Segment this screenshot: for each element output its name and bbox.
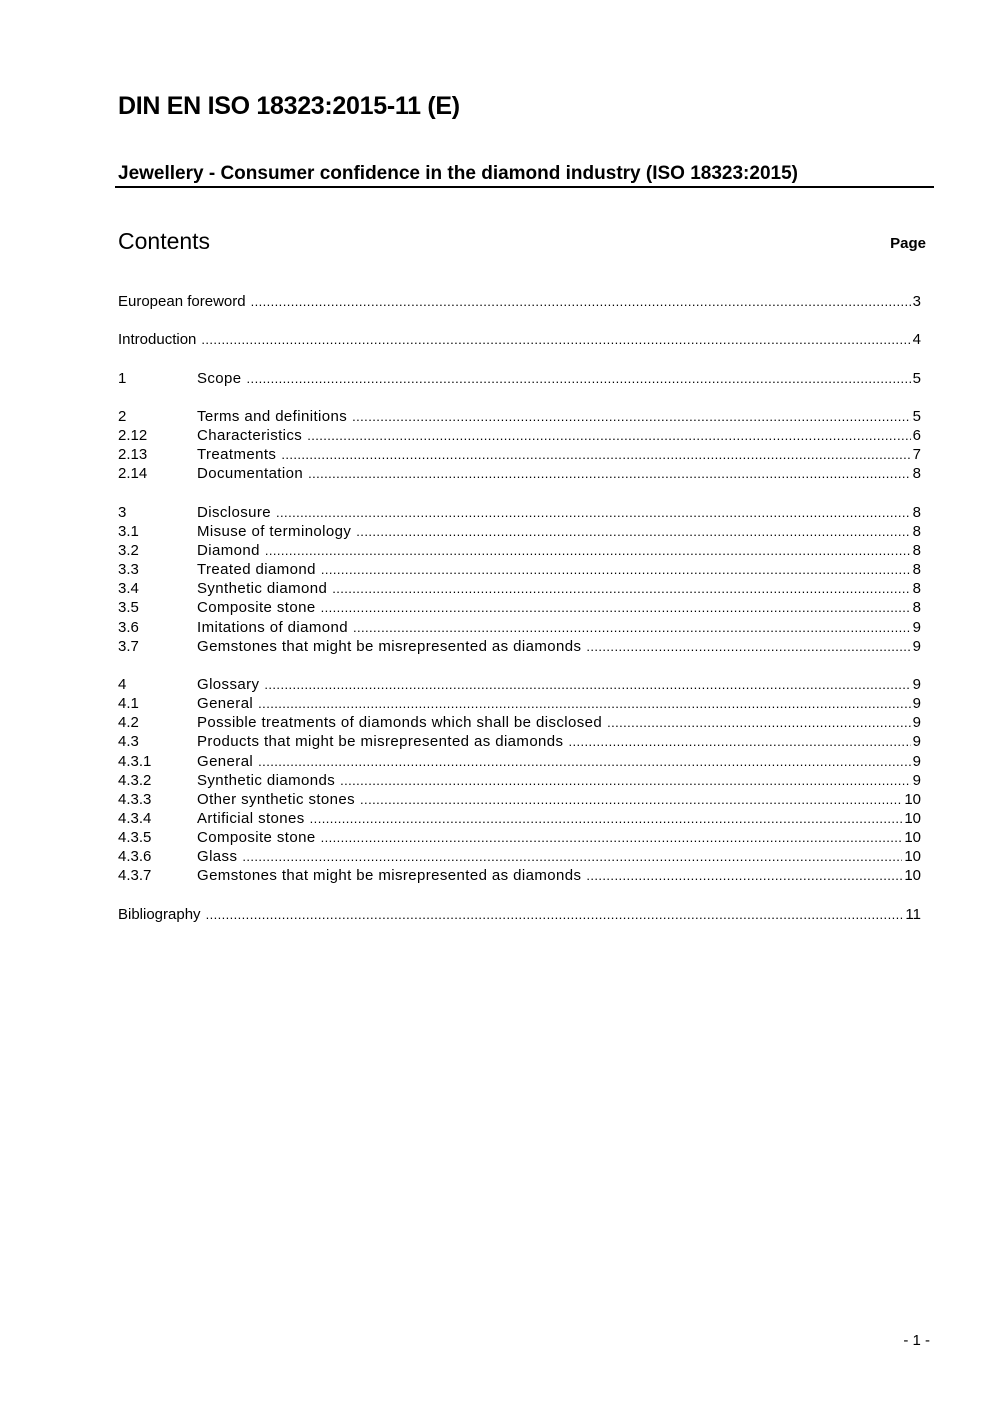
toc-entry-page: 10: [904, 867, 921, 885]
toc-leader-dots: [307, 426, 910, 445]
toc-leader-dots: [321, 560, 911, 579]
toc-entry-page: 8: [912, 522, 921, 540]
toc-entry[interactable]: [118, 828, 921, 847]
toc-entry[interactable]: [118, 790, 921, 809]
toc-entry[interactable]: [118, 809, 921, 828]
toc-entry-page: 7: [912, 446, 921, 464]
toc-entry-number: 4.2: [118, 714, 139, 732]
toc-entry-page: 8: [912, 465, 921, 483]
toc-entry[interactable]: [118, 847, 921, 866]
toc-entry-page: 8: [912, 503, 921, 521]
toc-leader-dots: [258, 694, 910, 713]
toc-leader-dots: [247, 369, 911, 388]
toc-leader-dots: [340, 771, 911, 790]
toc-leader-dots: [242, 847, 902, 866]
toc-leader-dots: [281, 445, 910, 464]
toc-entry-title: Products that might be misrepresented as diamonds: [197, 733, 564, 751]
toc-entry-number: 4.3.6: [118, 848, 152, 866]
page-column-label: Page: [890, 235, 926, 252]
toc-leader-dots: [568, 732, 910, 751]
toc-entry-number: 2: [118, 407, 127, 425]
toc-entry[interactable]: [118, 637, 921, 656]
toc-leader-dots: [308, 464, 911, 483]
toc-entry-page: 4: [912, 331, 921, 349]
toc-leader-dots: [201, 330, 910, 349]
toc-entry-page: 8: [912, 599, 921, 617]
toc-entry-page: 8: [912, 580, 921, 598]
toc-entry-title: Disclosure: [197, 503, 272, 521]
toc-entry-page: 8: [912, 541, 921, 559]
toc-entry-number: 4.3.3: [118, 790, 152, 808]
toc-entry-title: General: [197, 695, 254, 713]
toc-entry-title: Introduction: [118, 331, 197, 349]
toc-entry[interactable]: [118, 771, 921, 790]
toc-entry[interactable]: [118, 426, 921, 445]
toc-entry-title: Treated diamond: [197, 561, 316, 579]
toc-entry[interactable]: [118, 464, 921, 483]
toc-entry-number: 2.14: [118, 465, 148, 483]
toc-entry-page: 9: [912, 618, 921, 636]
toc-entry-page: 8: [912, 561, 921, 579]
toc-entry[interactable]: [118, 407, 921, 426]
toc-entry-title: Glass: [197, 848, 238, 866]
toc-entry-title: Treatments: [197, 446, 277, 464]
toc-entry[interactable]: [118, 617, 921, 636]
toc-entry[interactable]: [118, 694, 921, 713]
toc-entry-title: Terms and definitions: [197, 407, 348, 425]
toc-entry-page: 9: [912, 771, 921, 789]
toc-entry[interactable]: [118, 330, 921, 349]
toc-entry[interactable]: [118, 905, 921, 924]
toc-entry-number: 4.3.4: [118, 809, 152, 827]
toc-leader-dots: [352, 407, 911, 426]
toc-entry-page: 10: [904, 809, 921, 827]
toc-entry-number: 2.12: [118, 427, 148, 445]
toc-entry-title: Other synthetic stones: [197, 790, 356, 808]
toc-entry-title: Gemstones that might be misrepresented as diamonds: [197, 637, 582, 655]
toc-entry[interactable]: [118, 522, 921, 541]
toc-entry-number: 4.1: [118, 695, 139, 713]
toc-entry-number: 4: [118, 675, 127, 693]
toc-entry-page: 6: [912, 427, 921, 445]
toc-leader-dots: [586, 637, 910, 656]
toc-entry[interactable]: [118, 732, 921, 751]
toc-entry-page: 9: [912, 675, 921, 693]
toc-entry-number: 4.3.2: [118, 771, 152, 789]
toc-leader-dots: [276, 503, 911, 522]
toc-entry-number: 3.3: [118, 561, 139, 579]
toc-entry-title: Synthetic diamonds: [197, 771, 336, 789]
toc-entry-page: 9: [912, 637, 921, 655]
toc-entry-page: 5: [912, 369, 921, 387]
toc-entry-title: Glossary: [197, 675, 260, 693]
toc-entry-number: 3.6: [118, 618, 139, 636]
toc-entry-page: 3: [912, 293, 921, 311]
toc-entry-title: Misuse of terminology: [197, 522, 352, 540]
toc-leader-dots: [258, 752, 910, 771]
toc-entry-number: 4.3.5: [118, 829, 152, 847]
toc-entry-number: 4.3.7: [118, 867, 152, 885]
toc-entry-title: Diamond: [197, 541, 260, 559]
toc-entry-title: Gemstones that might be misrepresented as diamonds: [197, 867, 582, 885]
toc-entry-number: 3: [118, 503, 127, 521]
toc-entry-page: 9: [912, 695, 921, 713]
document-subtitle: Jewellery - Consumer confidence in the diamond industry (ISO 18323:2015): [118, 163, 798, 184]
toc-entry[interactable]: [118, 560, 921, 579]
toc-entry-page: 10: [904, 829, 921, 847]
toc-entry[interactable]: [118, 292, 921, 311]
toc-entry[interactable]: [118, 675, 921, 694]
page-number: - 1 -: [903, 1332, 930, 1349]
toc-leader-dots: [264, 675, 910, 694]
toc-entry-number: 2.13: [118, 446, 148, 464]
toc-entry[interactable]: [118, 503, 921, 522]
toc-entry-title: European foreword: [118, 293, 246, 311]
toc-entry-page: 11: [905, 905, 921, 923]
contents-heading: Contents: [118, 228, 211, 254]
toc-entry-number: 1: [118, 369, 127, 387]
table-of-contents: [118, 292, 921, 924]
toc-entry-number: 4.3.1: [118, 752, 152, 770]
title-divider: [115, 186, 934, 188]
toc-entry[interactable]: [118, 579, 921, 598]
toc-leader-dots: [353, 618, 911, 637]
toc-entry-number: 3.2: [118, 541, 139, 559]
toc-leader-dots: [360, 790, 902, 809]
toc-entry-page: 10: [904, 790, 921, 808]
toc-entry-page: 9: [912, 752, 921, 770]
toc-leader-dots: [321, 828, 903, 847]
toc-leader-dots: [321, 598, 911, 617]
toc-leader-dots: [310, 809, 903, 828]
toc-entry[interactable]: [118, 369, 921, 388]
toc-entry-page: 9: [912, 733, 921, 751]
toc-entry-title: Composite stone: [197, 599, 316, 617]
toc-leader-dots: [332, 579, 910, 598]
toc-entry-title: Synthetic diamond: [197, 580, 328, 598]
toc-leader-dots: [265, 541, 911, 560]
toc-entry-page: 5: [912, 407, 921, 425]
toc-entry-title: General: [197, 752, 254, 770]
toc-entry-title: Scope: [197, 369, 242, 387]
toc-entry-number: 3.5: [118, 599, 139, 617]
toc-entry-number: 4.3: [118, 733, 139, 751]
toc-entry[interactable]: [118, 445, 921, 464]
toc-entry-title: Artificial stones: [197, 809, 305, 827]
toc-entry-page: 9: [912, 714, 921, 732]
toc-entry[interactable]: [118, 713, 921, 732]
toc-entry-title: Documentation: [197, 465, 304, 483]
toc-entry-title: Characteristics: [197, 427, 303, 445]
toc-leader-dots: [206, 905, 904, 924]
toc-leader-dots: [251, 292, 911, 311]
toc-leader-dots: [586, 866, 902, 885]
toc-entry[interactable]: [118, 598, 921, 617]
toc-entry-title: Imitations of diamond: [197, 618, 348, 636]
toc-entry-title: Composite stone: [197, 829, 316, 847]
toc-leader-dots: [607, 713, 911, 732]
toc-entry-number: 3.1: [118, 522, 139, 540]
toc-leader-dots: [356, 522, 910, 541]
toc-entry[interactable]: [118, 866, 921, 885]
toc-entry[interactable]: [118, 751, 921, 770]
toc-entry-title: Bibliography: [118, 905, 201, 923]
toc-entry-page: 10: [904, 848, 921, 866]
document-id: DIN EN ISO 18323:2015-11 (E): [118, 92, 460, 120]
toc-entry[interactable]: [118, 541, 921, 560]
toc-entry-number: 3.7: [118, 637, 139, 655]
toc-entry-number: 3.4: [118, 580, 139, 598]
toc-entry-title: Possible treatments of diamonds which shall be disclosed: [197, 714, 603, 732]
